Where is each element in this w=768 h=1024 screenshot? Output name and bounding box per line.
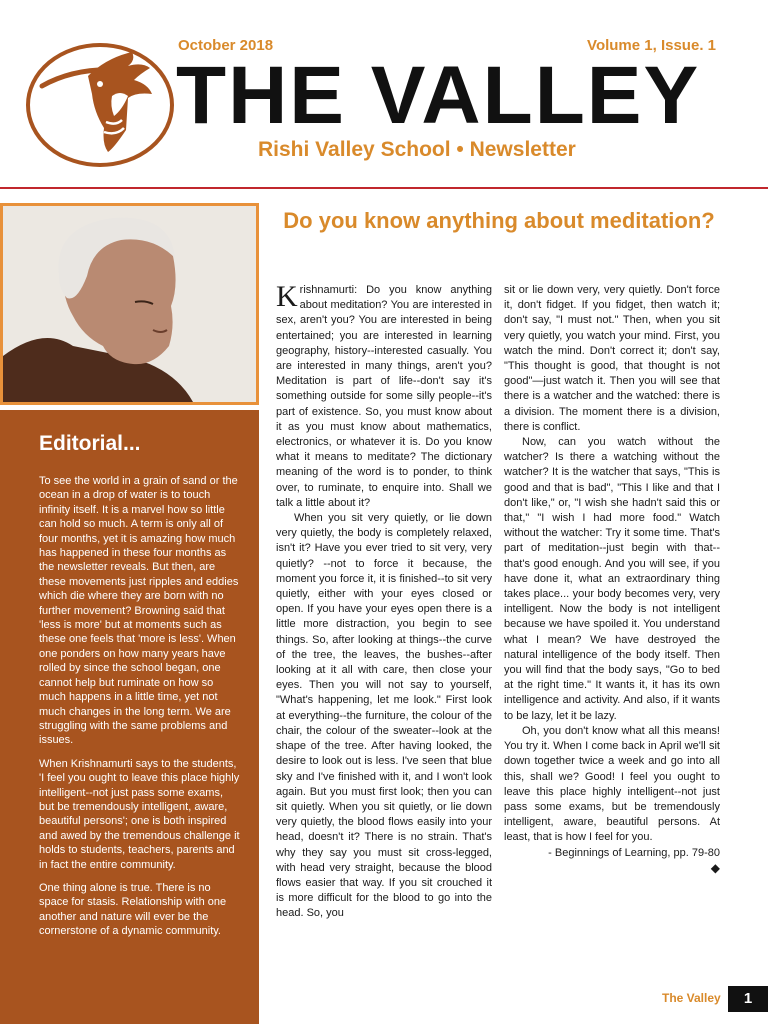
article-paragraph: Now, can you watch without the watcher? Is there a watching without the watcher? It is the watcher that says, "This is good and that is bad", "This I like and that I don't like," or, "I wish she hadn't said this or that," "I wish I had more food." Watch without the watcher: Try it some time. That's part of meditation--just begin with that--that's good enough. And you will see, if you have done it, what an extraordinary thing takes place... your body becomes very, very intelligent. Now the body is not intelligent because we have spoiled it. You understand what I mean? We have destroyed the natural intelligence of the body itself. Then you will find that the body says, "Go to bed at the right time." It wants it, it has its own intelligence and activity. And also, if it wants to be lazy, let it be lazy. <box>504 436 720 722</box>
article-paragraph: Oh, you don't know what all this means! You try it. When I come back in April we'll sit down together twice a week and go into all this, shall we? Good! I feel you ought to leave this place highly intelligent--not just pass some exams, but be tremendously intelligent, aware, beautiful persons. At least, that is how I feel for you. <box>504 724 720 844</box>
masthead <box>0 0 768 190</box>
article-citation: - Beginnings of Learning, pp. 79-80 <box>548 846 720 859</box>
editorial-sidebar <box>0 410 259 1024</box>
editorial-paragraph: To see the world in a grain of sand or the ocean in a drop of water is to touch infinity itself. It is a marvel how so little can hold so much. A term is only all of four months, yet it is amazing how much has happened in these four months as the newsletter reveals. But then, are these movements just ripples and eddies which die where they are born with no further movement? Browning said that 'less is more' but at moments such as these one feels that 'more is less'. When one ponders on how many years have rolled by since the school began, one cannot help but ruminate on how so much happens in a little time, yet not much changes in the long term. We are struggling with the same problems and issues. <box>39 475 239 747</box>
hoopoe-bird-logo-icon <box>24 40 176 170</box>
article-column-2 <box>504 283 720 876</box>
portrait-photo-icon <box>3 206 256 402</box>
editorial-paragraph: When Krishnamurti says to the students, 'I feel you ought to leave this place highly intelligent--not just pass some exams, but be tremendously intelligent, aware, beautiful persons'; one is both inspired and awed by the tremendous challenge it holds to students, teachers, parents and in fact the entire community. <box>39 757 240 871</box>
end-mark-icon: ◆ <box>710 860 720 875</box>
issue-volume: Volume 1, Issue. 1 <box>587 37 716 54</box>
newsletter-subtitle: Rishi Valley School • Newsletter <box>258 138 576 161</box>
article-paragraph: rishnamurti: Do you know anything about meditation? You are interested in sex, aren't you? You are interested in being entertained; you are interested in learning geography, history--interested casually. You are interested in many things, aren't you? Meditation is part of life--don't say it's something outside for some silly people--it's part of existence. So, you must know about it as you must know about mathematics, electronics, or whatever it is. Do you know what it means to meditate? The dictionary meaning of the word is to ponder, to think over, to ruminate, to enquire into. Shall we talk a little about it? <box>276 284 492 509</box>
footer-label: The Valley <box>662 991 721 1005</box>
article-paragraph: When you sit very quietly, or lie down very quietly, the body is completely relaxed, isn't it? Have you ever tried to sit very, very quietly? --not to force it because, the moment you force it, it is finished--to sit very quietly, either with your eyes closed or open. If you have your eyes open there is a little more distraction, you begin to see things. So, after looking at things--the curve of the tree, the leaves, the bushes--after looking at it all with care, then close your eyes. Then you will not say to yourself, "What's happening, let me look." First look at everything--the furniture, the colour of the chair, the colour of the sweater--look at the shape of the tree. After having looked, the desire to look out is less. I've seen that blue sky and I've finished with it, and I won't look again. But you must first look; then you can sit quietly. When you sit quietly, or lie down very quietly, the blood flows easily into your head, doesn't it? There is no strain. That's why they say you must sit cross-legged, with head very straight, because the blood flows easier that way. If you sit crouched it is more difficult for the blood to go into the head. So, you <box>276 512 492 920</box>
masthead-divider <box>0 187 768 189</box>
issue-date: October 2018 <box>178 37 274 54</box>
page-number: 1 <box>728 986 768 1012</box>
article-headline: Do you know anything about meditation? <box>283 208 715 233</box>
article-column-1 <box>276 280 492 922</box>
newsletter-title: THE VALLEY <box>176 50 701 141</box>
article-paragraph: sit or lie down very, very quietly. Don't force it, don't fidget. If you fidget, then watch it; don't say, "I must not." Then, when you sit very quietly, you watch your mind. First, you watch the mind. Don't correct it; don't say, "This thought is good, that thought is not good"—just watch it. Then you will see that there is a watcher and the watched: there is a division. The moment there is a division, there is conflict. <box>504 284 720 433</box>
portrait-photo <box>0 203 259 405</box>
editorial-paragraph: One thing alone is true. There is no space for stasis. Relationship with one another and nature will ever be the cornerstone of a dynamic community. <box>39 881 227 938</box>
editorial-heading: Editorial... <box>39 432 141 455</box>
drop-cap: K <box>276 280 298 313</box>
